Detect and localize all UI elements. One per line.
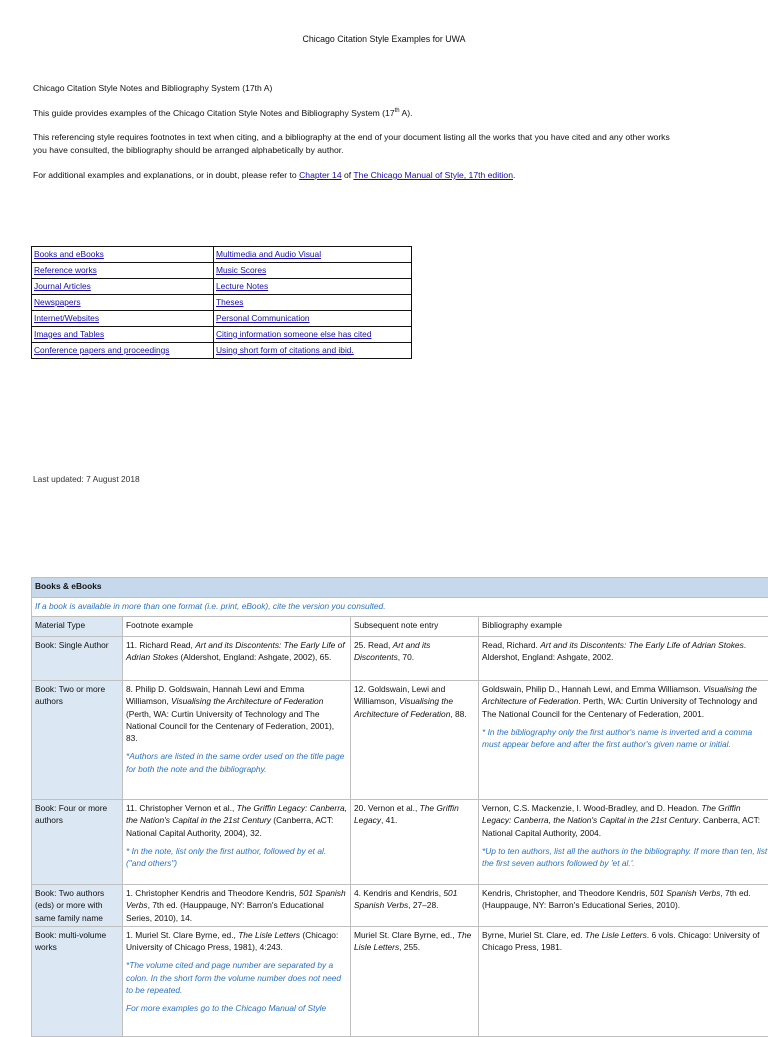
bib-text: Kendris, Christopher, and Theodore Kendris, xyxy=(482,888,650,898)
nav-link[interactable]: Conference papers and proceedings xyxy=(34,345,170,355)
section-title: Books & eBooks xyxy=(32,578,768,598)
nav-cell xyxy=(214,247,412,263)
nav-row xyxy=(32,279,412,295)
nav-cell xyxy=(214,311,412,327)
footnote-example xyxy=(123,885,351,927)
col-header-material: Material Type xyxy=(32,617,123,637)
nav-row xyxy=(32,327,412,343)
col-header-bibliography: Bibliography example xyxy=(479,617,768,637)
section-header-row xyxy=(32,578,768,598)
bib-title: Art and its Discontents: The Early Life of Adrian Stokes xyxy=(540,640,744,650)
fn-title: Visualising the Architecture of Federation xyxy=(171,696,323,706)
bib-note: * In the bibliography only the first author's name is inverted and a comma must appear before and after the first author's given name or initial. xyxy=(482,726,768,751)
fn-text-end: (Perth, WA: Curtin University of Technology and The National Council for the Centenary of Federation, 2001), 83. xyxy=(126,709,334,744)
fn-text-end: (Chicago: University of Chicago Press, 1981), 4:243. xyxy=(126,930,338,952)
chapter-14-link[interactable]: Chapter 14 xyxy=(299,170,342,180)
sub-text: 4. Kendris and Kendris, xyxy=(354,888,443,898)
footnote-example xyxy=(123,681,351,800)
nav-cell xyxy=(32,263,214,279)
table-row xyxy=(32,637,768,681)
column-header-row xyxy=(32,617,768,637)
subsequent-note xyxy=(351,926,479,1036)
guide-sup: th xyxy=(395,108,400,114)
nav-link[interactable]: Theses xyxy=(216,297,243,307)
bib-text-end: . Perth, WA: Curtin University of Technology and The National Council for the Centenary of Federation, 2001. xyxy=(482,696,757,718)
sub-text-end: , 41. xyxy=(381,815,397,825)
sub-title: Art and its Discontents xyxy=(354,640,430,662)
bib-text: Byrne, Muriel St. Clare, ed. xyxy=(482,930,585,940)
sub-title: 501 Spanish Verbs xyxy=(354,888,457,910)
fn-text: 11. Christopher Vernon et al., xyxy=(126,803,237,813)
bibliography-example xyxy=(479,885,768,927)
footnote-example xyxy=(123,800,351,885)
bib-text-end: . 6 vols. Chicago: University of Chicago Press, 1981. xyxy=(482,930,759,952)
fn-text: 1. Christopher Kendris and Theodore Kendris, xyxy=(126,888,299,898)
bib-title: Visualising the Architecture of Federation xyxy=(482,684,757,706)
sub-title: The Griffin Legacy xyxy=(354,803,459,825)
bib-title: The Lisle Letters xyxy=(585,930,647,940)
fn-text-end: , 7th ed. (Hauppauge, NY: Barron's Educational Series, 2010), 14. xyxy=(126,900,324,922)
subsequent-note xyxy=(351,681,479,800)
nav-link[interactable]: Internet/Websites xyxy=(34,313,99,323)
nav-cell xyxy=(32,279,214,295)
bib-text-end: . Canberra, ACT: National Capital Authority, 2004. xyxy=(482,815,760,837)
intro-more xyxy=(33,170,745,182)
material-type: Book: multi-volume works xyxy=(32,926,123,1036)
fn-text-end: (Canberra, ACT: National Capital Authority, 2004), 32. xyxy=(126,815,333,837)
navigation-table xyxy=(31,246,412,359)
nav-cell xyxy=(32,327,214,343)
col-header-subsequent: Subsequent note entry xyxy=(351,617,479,637)
fn-title: Art and its Discontents: The Early Life of Adrian Stokes xyxy=(126,640,345,662)
document-title: Chicago Citation Style Examples for UWA xyxy=(0,33,768,45)
nav-row xyxy=(32,247,412,263)
material-type: Book: Two authors (eds) or more with same family name xyxy=(32,885,123,927)
nav-link[interactable]: Books and eBooks xyxy=(34,249,104,259)
table-row xyxy=(32,800,768,885)
sub-text: 25. Read, xyxy=(354,640,393,650)
more-text-mid: of xyxy=(342,170,354,180)
nav-link[interactable]: Newspapers xyxy=(34,297,81,307)
fn-title: The Lisle Letters xyxy=(238,930,300,940)
sub-text: 20. Vernon et al., xyxy=(354,803,420,813)
table-row xyxy=(32,681,768,800)
bib-title: 501 Spanish Verbs xyxy=(650,888,720,898)
more-text-end: . xyxy=(513,170,515,180)
nav-link[interactable]: Images and Tables xyxy=(34,329,104,339)
nav-link[interactable]: Music Scores xyxy=(216,265,266,275)
fn-note: * In the note, list only the first author, followed by et al. ("and others") xyxy=(126,845,347,870)
table-row xyxy=(32,926,768,1036)
sub-title: The Lisle Letters xyxy=(354,930,471,952)
nav-cell xyxy=(214,263,412,279)
nav-link[interactable]: Using short form of citations and ibid. xyxy=(216,345,354,355)
nav-row xyxy=(32,311,412,327)
subsequent-note xyxy=(351,800,479,885)
fn-text: 8. Philip D. Goldswain, Hannah Lewi and Emma Williamson, xyxy=(126,684,304,706)
col-header-footnote: Footnote example xyxy=(123,617,351,637)
bibliography-example xyxy=(479,681,768,800)
footnote-example xyxy=(123,637,351,681)
bib-text-end: , 7th ed. (Hauppauge, NY: Barron's Educational Series, 2010). xyxy=(482,888,751,910)
nav-cell xyxy=(214,279,412,295)
nav-cell xyxy=(214,295,412,311)
fn-title: 501 Spanish Verbs xyxy=(126,888,346,910)
bib-text-end: . Aldershot, England: Ashgate, 2002. xyxy=(482,640,746,662)
nav-link[interactable]: Personal Communication xyxy=(216,313,310,323)
subsequent-note xyxy=(351,637,479,681)
guide-text-end: A). xyxy=(400,108,413,118)
sub-text-end: , 27–28. xyxy=(408,900,438,910)
nav-link[interactable]: Lecture Notes xyxy=(216,281,268,291)
nav-row xyxy=(32,263,412,279)
bib-note: *Up to ten authors, list all the authors in the bibliography. If more than ten, list the first seven authors followed by 'et al.'. xyxy=(482,845,768,870)
material-type: Book: Four or more authors xyxy=(32,800,123,885)
bib-title: The Griffin Legacy: Canberra, the Nation's Capital in the 21st Century xyxy=(482,803,741,825)
bib-text: Read, Richard. xyxy=(482,640,540,650)
nav-cell xyxy=(214,343,412,359)
citation-examples-table xyxy=(31,577,768,1037)
sub-text-end: , 88. xyxy=(450,709,466,719)
nav-cell xyxy=(32,311,214,327)
last-updated: Last updated: 7 August 2018 xyxy=(33,474,140,486)
subsequent-note xyxy=(351,885,479,927)
intro-requires-1: This referencing style requires footnotes in text when citing, and a bibliography at the end of your document listing all the works that you have cited and any other works xyxy=(33,132,745,144)
nav-row xyxy=(32,295,412,311)
footnote-example xyxy=(123,926,351,1036)
intro-guide xyxy=(33,108,745,120)
nav-cell xyxy=(214,327,412,343)
section-note: If a book is available in more than one format (i.e. print, eBook), cite the version you consulted. xyxy=(32,598,768,617)
intro-requires-2: you have consulted, the bibliography should be arranged alphabetically by author. xyxy=(33,145,745,157)
guide-text: This guide provides examples of the Chicago Citation Style Notes and Bibliography System (17 xyxy=(33,108,395,118)
nav-link[interactable]: Multimedia and Audio Visual xyxy=(216,249,321,259)
sub-text-end: , 255. xyxy=(399,942,420,952)
fn-text-end: (Aldershot, England: Ashgate, 2002), 65. xyxy=(178,652,331,662)
sub-text-end: , 70. xyxy=(398,652,414,662)
material-type: Book: Single Author xyxy=(32,637,123,681)
bibliography-example xyxy=(479,926,768,1036)
intro-heading: Chicago Citation Style Notes and Bibliography System (17th A) xyxy=(33,83,745,95)
bibliography-example xyxy=(479,637,768,681)
nav-cell xyxy=(32,343,214,359)
fn-text: 11. Richard Read, xyxy=(126,640,195,650)
nav-cell xyxy=(32,247,214,263)
sub-title: Visualising the Architecture of Federation xyxy=(354,696,453,718)
fn-text: 1. Muriel St. Clare Byrne, ed., xyxy=(126,930,238,940)
nav-link[interactable]: Reference works xyxy=(34,265,97,275)
bib-text: Goldswain, Philip D., Hannah Lewi, and Emma Williamson. xyxy=(482,684,703,694)
fn-note-more: For more examples go to the Chicago Manual of Style xyxy=(126,1002,347,1014)
sub-text: 12. Goldswain, Lewi and Williamson, xyxy=(354,684,445,706)
more-text: For additional examples and explanations, or in doubt, please refer to xyxy=(33,170,299,180)
bibliography-example xyxy=(479,800,768,885)
section-note-row xyxy=(32,598,768,617)
nav-cell xyxy=(32,295,214,311)
chicago-manual-link[interactable]: The Chicago Manual of Style, 17th edition xyxy=(353,170,513,180)
fn-title: The Griffin Legacy: Canberra, the Nation's Capital in the 21st Century xyxy=(126,803,347,825)
fn-note: *The volume cited and page number are separated by a colon. In the short form the volume number does not need to be repeated. xyxy=(126,959,347,996)
table-row xyxy=(32,885,768,927)
nav-row xyxy=(32,343,412,359)
material-type: Book: Two or more authors xyxy=(32,681,123,800)
sub-text: Muriel St. Clare Byrne, ed., xyxy=(354,930,457,940)
fn-note: *Authors are listed in the same order used on the title page for both the note and the bibliography. xyxy=(126,750,347,775)
bib-text: Vernon, C.S. Mackenzie, I. Wood-Bradley, and D. Headon. xyxy=(482,803,701,813)
nav-link[interactable]: Citing information someone else has cited xyxy=(216,329,372,339)
nav-link[interactable]: Journal Articles xyxy=(34,281,91,291)
